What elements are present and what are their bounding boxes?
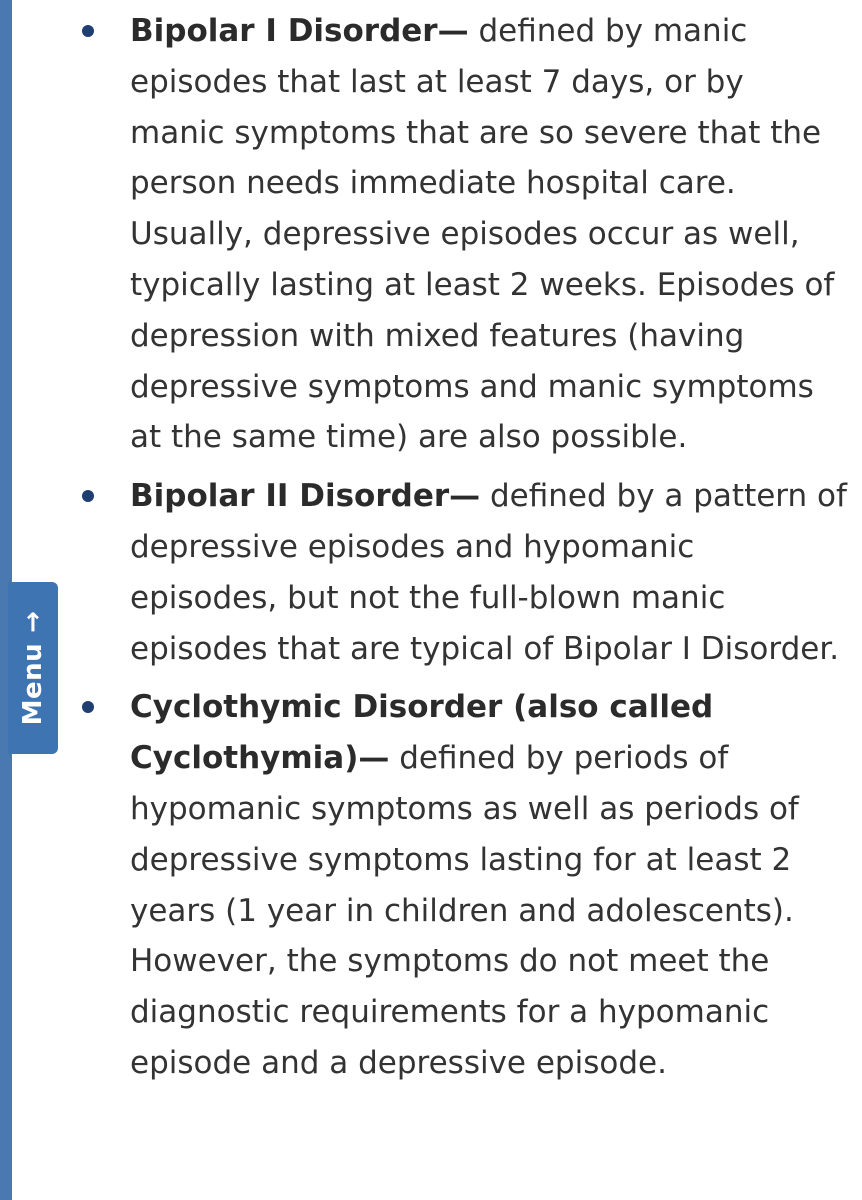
list-item-bipolar-1 — [78, 6, 848, 463]
definition-text: defined by periods of hypomanic symptoms as well as periods of depressive symptoms lasting for at least 2 years (1 year in children and adolescents). However, the symptoms do not meet the diagnostic requirements for a hypomanic episode and a depressive episode. — [130, 740, 799, 1081]
term-label: Cyclothymic Disorder (also called Cyclothymia)— — [130, 689, 714, 777]
main-content — [78, 6, 848, 1097]
disorder-list — [78, 6, 848, 1089]
definition-text: defined by manic episodes that last at least 7 days, or by manic symptoms that are so severe that the person needs immediate hospital care. Usually, depressive episodes occur as well, typically lasting at least 2 weeks. Episodes of depression with mixed features (having depressive symptoms and manic symptoms at the same time) are also possible. — [130, 13, 835, 456]
list-item-bipolar-2 — [78, 471, 848, 674]
definition-text: defined by a pattern of depressive episodes and hypomanic episodes, but not the full-blown manic episodes that are typical of Bipolar I Disorder. — [130, 478, 847, 667]
menu-button[interactable] — [8, 582, 58, 754]
term-label: Bipolar I Disorder— — [130, 13, 469, 49]
menu-label: Menu — [18, 642, 48, 726]
bullet-icon — [82, 490, 94, 502]
list-item-cyclothymic — [78, 682, 848, 1088]
term-label: Bipolar II Disorder— — [130, 478, 481, 515]
bullet-icon — [82, 701, 94, 713]
menu-button-content — [18, 611, 48, 726]
arrow-right-icon: → — [18, 610, 48, 633]
bullet-icon — [82, 25, 94, 37]
